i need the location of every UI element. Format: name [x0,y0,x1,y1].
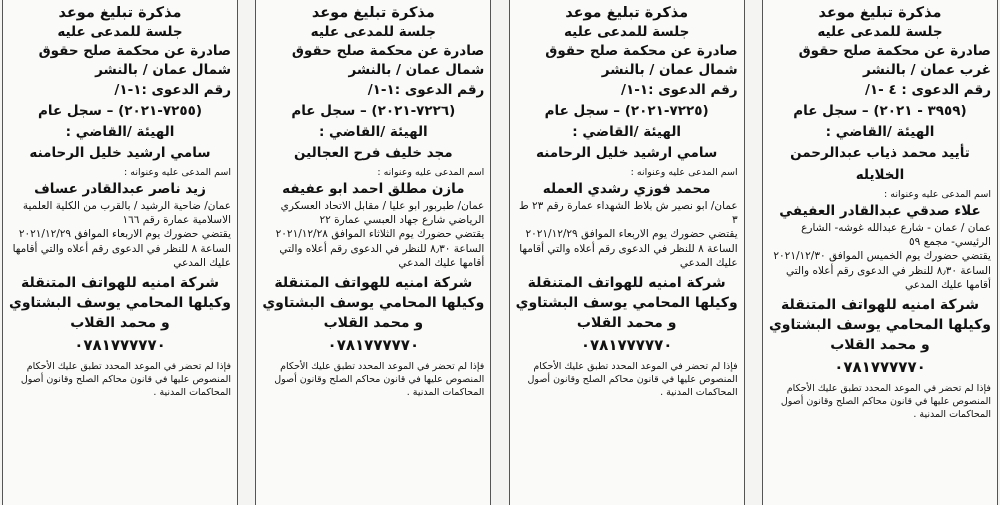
notice-footer: فإذا لم تحضر في الموعد المحدد تطبق عليك الأحكام المنصوص عليها في قانون محاكم الصلح وقانون أصول المحاكمات المدنية . [527,360,738,398]
notice-title: مذكرة تبليغ موعد [818,5,942,21]
case-number: رقم الدعوى :١-١/ [367,82,485,98]
judge-name: سامي ارشيد خليل الرحامنه [29,145,211,161]
notice-footer: فإذا لم تحضر في الموعد المحدد تطبق عليك الأحكام المنصوص عليها في قانون محاكم الصلح وقانون أصول المحاكمات المدنية . [780,382,991,420]
defendant-name: محمد فوزي رشدي العمله [542,181,711,197]
notice-title: مذكرة تبليغ موعد [565,5,689,21]
defendant-address: عمان/ طبربور ابو عليا / مقابل الاتحاد العسكري الرياضي شارع جهاد العبسي عمارة ٢٢ [280,200,485,226]
plaintiff-name: شركة امنيه للهواتف المتنقلة وكيلها المحامي يوسف البشتاوي و محمد القلاب [768,296,991,353]
defendant-name: مازن مطلق احمد ابو عفيفه [282,181,465,197]
panel-label: الهيئة /القاضي : [318,124,428,140]
defendant-address: عمان/ ضاحية الرشيد / بالقرب من الكلية العلمية الاسلامية عمارة رقم ١٦٦ [22,200,231,226]
notice-subtitle: جلسة للمدعى عليه [57,24,183,40]
plaintiff-name: شركة امنيه للهواتف المتنقلة وكيلها المحامي يوسف البشتاوي و محمد القلاب [8,274,231,331]
notice-title: مذكرة تبليغ موعد [58,5,182,21]
judge-name: مجد خليف فرح العجالين [294,145,453,161]
defendant-name: زيد ناصر عبدالقادر عساف [34,181,206,197]
notice-title: مذكرة تبليغ موعد [311,5,435,21]
notice-footer: فإذا لم تحضر في الموعد المحدد تطبق عليك الأحكام المنصوص عليها في قانون محاكم الصلح وقانون أصول المحاكمات المدنية . [274,360,485,398]
court-name: صادرة عن محكمة صلح حقوق غرب عمان / بالنشر [798,43,991,78]
case-number: رقم الدعوى : ٤ -١/ [864,82,991,98]
hearing-text: يقتضي حضورك يوم الاربعاء الموافق ٢٠٢١/١٢/٢٩ الساعة ٨ للنظر في الدعوى رقم أعلاه والتي أقامها عليك المدعي [519,228,738,269]
notice-column-4 [2,0,238,505]
defendant-label: اسم المدعى عليه وعنوانه : [630,167,738,178]
case-number: رقم الدعوى :١-١/ [114,82,231,98]
case-year: (٧٢٢٥-٢٠٢١) – سجل عام [544,103,709,119]
notice-column-2 [509,0,745,505]
hearing-text: يقتضي حضورك يوم الثلاثاء الموافق ٢٠٢١/١٢/٢٨ الساعة ٨٫٣٠ للنظر في الدعوى رقم أعلاه والتي أقامها عليك المدعي [275,228,485,269]
notice-subtitle: جلسة للمدعى عليه [310,24,436,40]
panel-label: الهيئة /القاضي : [825,124,935,140]
case-year: (٧٢٢٦-٢٠٢١) – سجل عام [291,103,456,119]
phone-number: ٠٧٨١٧٧٧٧٧٠ [580,335,673,354]
panel-label: الهيئة /القاضي : [65,124,175,140]
court-name: صادرة عن محكمة صلح حقوق شمال عمان / بالنشر [38,43,231,78]
case-year: (٣٩٥٩ - ٢٠٢١) – سجل عام [793,103,967,119]
hearing-text: يقتضي حضورك يوم الاربعاء الموافق ٢٠٢١/١٢/٢٩ الساعة ٨ للنظر في الدعوى رقم أعلاه والتي أقامها عليك المدعي [12,228,231,269]
phone-number: ٠٧٨١٧٧٧٧٧٠ [834,357,926,376]
notice-column-1 [762,0,998,505]
panel-label: الهيئة /القاضي : [572,124,682,140]
phone-number: ٠٧٨١٧٧٧٧٧٠ [74,335,166,354]
case-number: رقم الدعوى :١-١/ [621,82,738,98]
defendant-name: علاء صدقي عبدالقادر العفيفي [779,203,981,219]
defendant-address: عمان / عمان - شارع عبدالله غوشه- الشارع الرئيسي- مجمع ٥٩ [801,222,991,248]
phone-number: ٠٧٨١٧٧٧٧٧٠ [327,335,420,354]
defendant-label: اسم المدعى عليه وعنوانه : [884,189,991,200]
defendant-address: عمان/ ابو نصير ش بلاط الشهداء عمارة رقم ٢٣ ط ٣ [518,200,738,226]
case-year: (٧٢٥٥-٢٠٢١) – سجل عام [38,103,202,119]
defendant-label: اسم المدعى عليه وعنوانه : [124,167,231,178]
court-name: صادرة عن محكمة صلح حقوق شمال عمان / بالنشر [291,43,485,78]
notice-footer: فإذا لم تحضر في الموعد المحدد تطبق عليك الأحكام المنصوص عليها في قانون محاكم الصلح وقانون أصول المحاكمات المدنية . [20,360,231,398]
notice-subtitle: جلسة للمدعى عليه [564,24,690,40]
notice-column-3 [255,0,491,505]
court-name: صادرة عن محكمة صلح حقوق شمال عمان / بالنشر [545,43,738,78]
plaintiff-name: شركة امنيه للهواتف المتنقلة وكيلها المحامي يوسف البشتاوي و محمد القلاب [515,274,738,331]
defendant-label: اسم المدعى عليه وعنوانه : [377,167,485,178]
hearing-text: يقتضي حضورك يوم الخميس الموافق ٢٠٢١/١٢/٣٠ الساعة ٨٫٣٠ للنظر في الدعوى رقم أعلاه والتي أقامها عليك المدعي [773,250,991,291]
plaintiff-name: شركة امنيه للهواتف المتنقلة وكيلها المحامي يوسف البشتاوي و محمد القلاب [262,274,485,331]
notice-subtitle: جلسة للمدعى عليه [817,24,943,40]
judge-name: سامي ارشيد خليل الرحامنه [536,145,718,161]
judge-name: تأييد محمد ذياب عبدالرحمن الخلايله [790,145,970,183]
